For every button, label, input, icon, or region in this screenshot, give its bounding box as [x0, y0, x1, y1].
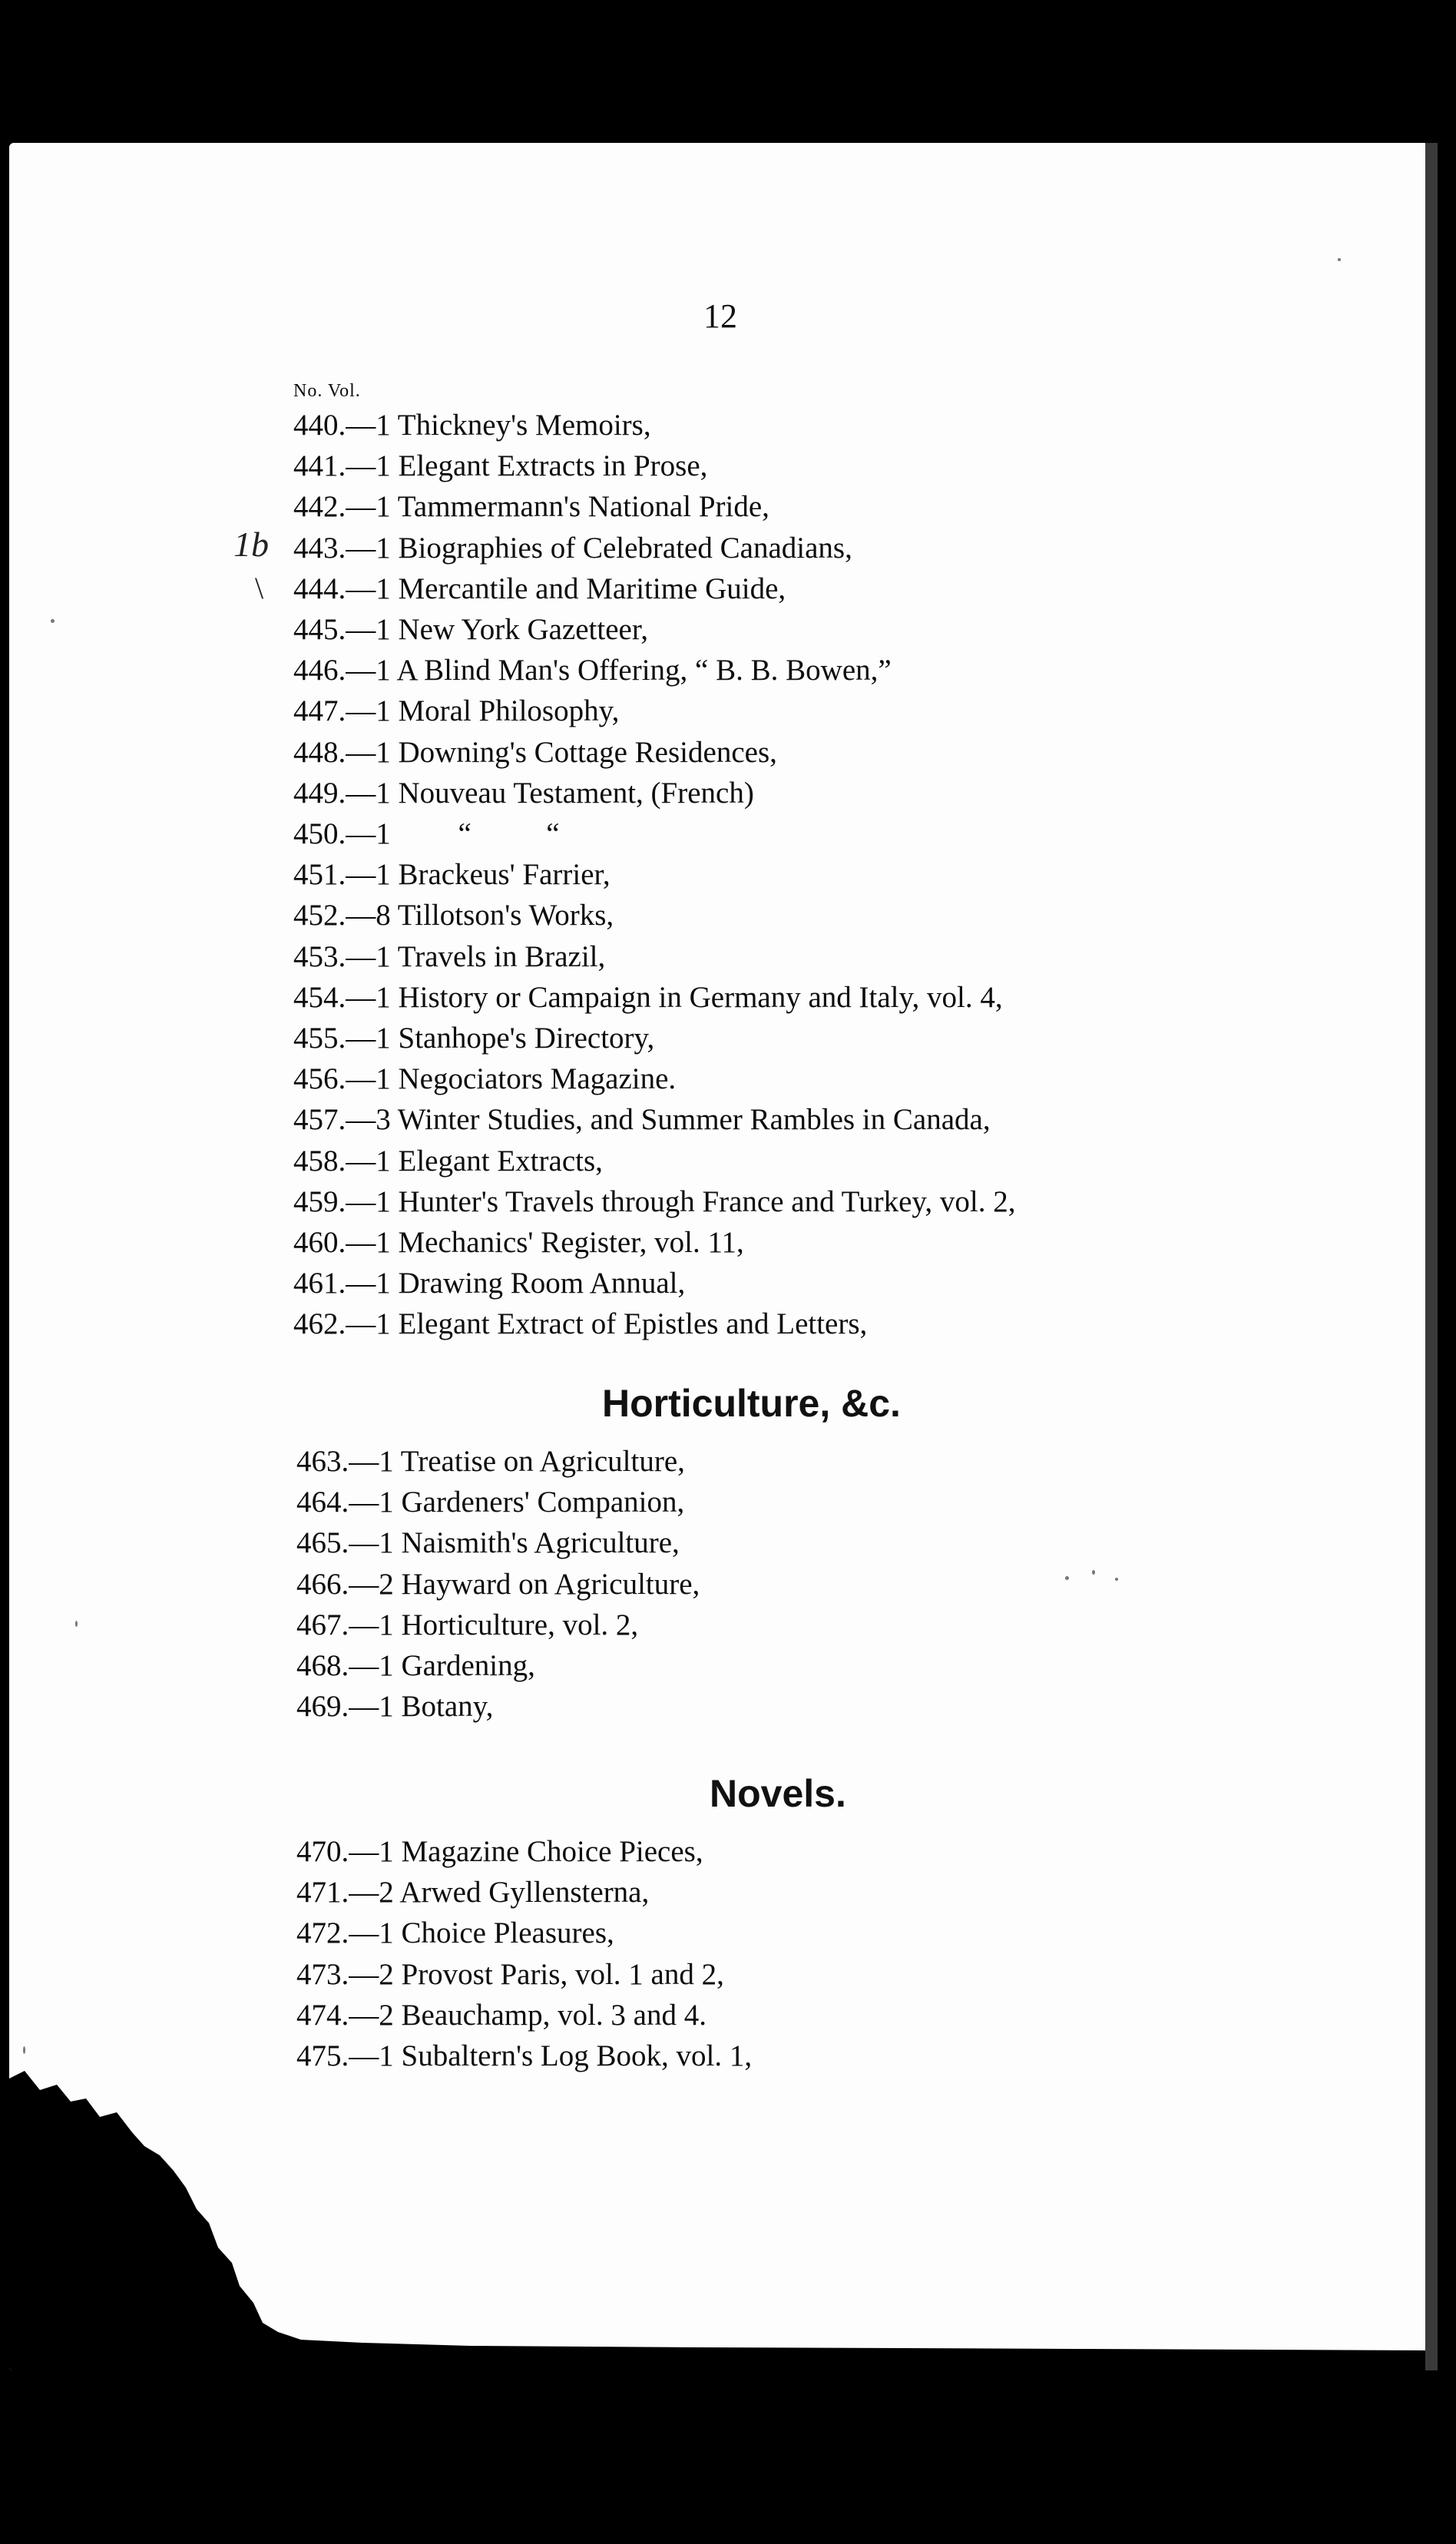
- book-entry: 450.—1 “ “: [293, 817, 560, 851]
- book-entry: 454.—1 History or Campaign in Germany and Italy, vol. 4,: [293, 980, 1003, 1014]
- dust-speck: [51, 619, 55, 623]
- horticulture-entry: 466.—2 Hayward on Agriculture,: [296, 1567, 700, 1601]
- novels-heading: Novels.: [710, 1772, 846, 1815]
- book-entry: 448.—1 Downing's Cottage Residences,: [293, 735, 777, 769]
- book-entry: 453.—1 Travels in Brazil,: [293, 939, 606, 973]
- novel-entry: 475.—1 Subaltern's Log Book, vol. 1,: [296, 2039, 753, 2073]
- book-entry: 455.—1 Stanhope's Directory,: [293, 1022, 655, 1055]
- horticulture-entry: 465.—1 Naismith's Agriculture,: [296, 1526, 680, 1560]
- horticulture-heading: Horticulture, &c.: [602, 1382, 901, 1425]
- book-entry: 456.—1 Negociators Magazine.: [293, 1062, 677, 1096]
- book-entry: 442.—1 Tammermann's National Pride,: [293, 490, 769, 524]
- book-entry: 444.—1 Mercantile and Maritime Guide,: [293, 571, 786, 605]
- horticulture-entry: 467.—1 Horticulture, vol. 2,: [296, 1608, 639, 1641]
- book-entry: 446.—1 A Blind Man's Offering, “ B. B. Bowen,”: [293, 654, 892, 687]
- book-entry: 440.—1 Thickney's Memoirs,: [293, 409, 651, 442]
- horticulture-entry: 463.—1 Treatise on Agriculture,: [296, 1445, 685, 1478]
- horticulture-entry: 464.—1 Gardeners' Companion,: [296, 1486, 685, 1519]
- horticulture-entry: 469.—1 Botany,: [296, 1690, 494, 1724]
- book-entry: 458.—1 Elegant Extracts,: [293, 1144, 603, 1178]
- dust-speck: [1092, 1570, 1095, 1575]
- book-entry: 452.—8 Tillotson's Works,: [293, 899, 614, 932]
- book-entry: 443.—1 Biographies of Celebrated Canadians,: [293, 531, 852, 565]
- book-entry: 445.—1 New York Gazetteer,: [293, 613, 649, 647]
- torn-corner: [9, 2017, 1431, 2370]
- dust-speck: [1338, 258, 1341, 261]
- margin-mark-1: 1b: [233, 525, 269, 564]
- novel-entry: 473.—2 Provost Paris, vol. 1 and 2,: [296, 1957, 724, 1991]
- book-entry: 457.—3 Winter Studies, and Summer Rambles in Canada,: [293, 1103, 991, 1137]
- right-edge-shadow: [1425, 143, 1438, 2370]
- margin-mark-2: \: [255, 571, 264, 605]
- book-page: [9, 143, 1431, 2370]
- novel-entry: 472.—1 Choice Pleasures,: [296, 1916, 614, 1950]
- book-entry: 447.—1 Moral Philosophy,: [293, 694, 620, 728]
- main-book-list: [293, 381, 1015, 1345]
- horticulture-list: [296, 1441, 700, 1727]
- novel-entry: 471.—2 Arwed Gyllensterna,: [296, 1876, 650, 1910]
- novel-entry: 474.—2 Beauchamp, vol. 3 and 4.: [296, 1998, 706, 2032]
- novel-entry: 470.—1 Magazine Choice Pieces,: [296, 1835, 703, 1868]
- book-entry: 461.—1 Drawing Room Annual,: [293, 1267, 686, 1300]
- book-entry: 459.—1 Hunter's Travels through France and Turkey, vol. 2,: [293, 1184, 1016, 1218]
- horticulture-entry: 468.—1 Gardening,: [296, 1649, 535, 1683]
- dust-speck: [1065, 1576, 1069, 1580]
- book-entry: 441.—1 Elegant Extracts in Prose,: [293, 449, 708, 483]
- book-entry: 449.—1 Nouveau Testament, (French): [293, 776, 754, 810]
- book-entry: 460.—1 Mechanics' Register, vol. 11,: [293, 1226, 744, 1260]
- dust-speck: [75, 1621, 78, 1627]
- dust-speck: [1115, 1578, 1118, 1581]
- book-entry: 451.—1 Brackeus' Farrier,: [293, 858, 611, 892]
- page-number: 12: [703, 297, 737, 335]
- book-entry: 462.—1 Elegant Extract of Epistles and Letters,: [293, 1307, 868, 1341]
- column-header: No. Vol.: [293, 381, 361, 401]
